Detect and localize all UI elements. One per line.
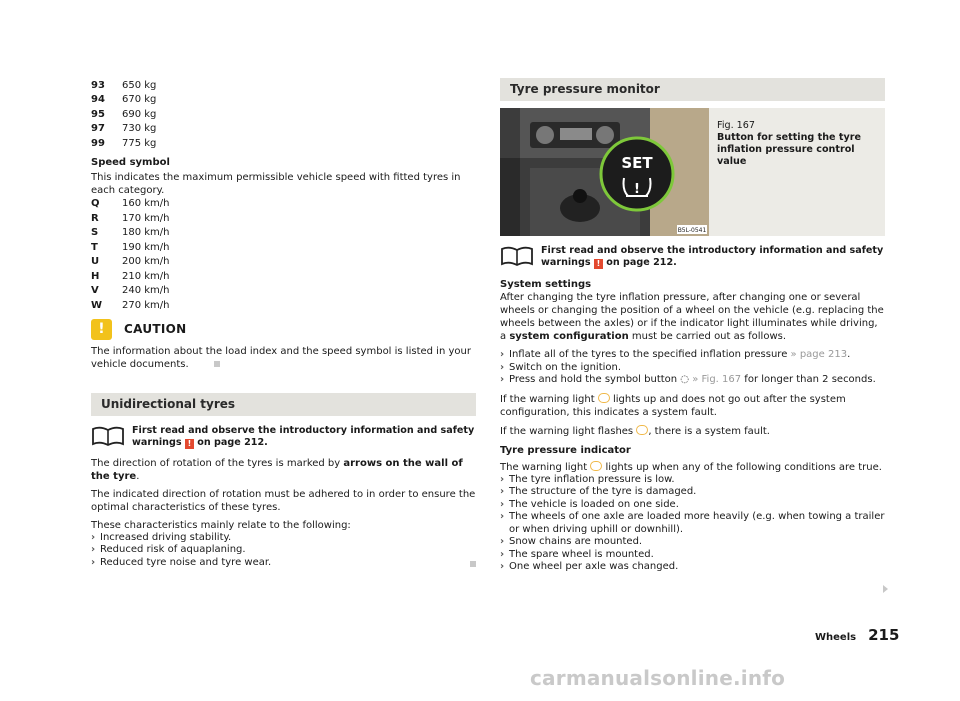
list-item: › Reduced tyre noise and tyre wear. bbox=[91, 557, 476, 570]
chevron-right-icon: › bbox=[500, 561, 505, 572]
chevron-right-icon: › bbox=[500, 548, 505, 560]
list-item: › Press and hold the symbol button ◌ » Fig. 167 for longer than 2 seconds. bbox=[500, 374, 876, 385]
table-row: 94 670 kg bbox=[91, 94, 157, 106]
page-footer bbox=[815, 626, 900, 644]
left-column bbox=[91, 78, 476, 569]
tyre-warning-light-icon bbox=[598, 393, 610, 403]
chevron-right-icon: › bbox=[500, 498, 505, 510]
system-settings-text: After changing the tyre inflation pressure, after changing one or several wheels or changing the position of a wheel on the vehicle (e.g. replacing the wheels between the axles) or if the indicator light illuminates while driving, a system configuration must be carried out as follows. bbox=[500, 292, 884, 342]
configuration-steps bbox=[500, 349, 885, 387]
chevron-right-icon: › bbox=[500, 349, 505, 360]
page-number: 215 bbox=[868, 626, 900, 644]
intro-note: First read and observe the introductory information and safety warnings ! on page 212. bbox=[91, 425, 476, 449]
table-row: 97 730 kg bbox=[91, 123, 157, 135]
list-item: › Inflate all of the tyres to the specified inflation pressure » page 213. bbox=[500, 349, 851, 360]
section-end-icon bbox=[470, 561, 476, 567]
set-button-label: SET bbox=[621, 154, 653, 172]
table-row: W 270 km/h bbox=[91, 299, 170, 311]
figure-167 bbox=[500, 108, 885, 236]
page-link[interactable]: » page 213 bbox=[790, 349, 848, 360]
open-book-icon bbox=[500, 245, 534, 267]
speed-symbol-heading: Speed symbol bbox=[91, 156, 170, 168]
right-column bbox=[500, 78, 885, 574]
figure-caption: Fig. 167 Button for setting the tyre inflation pressure control value bbox=[709, 108, 885, 236]
list-item: › The tyre inflation pressure is low. bbox=[500, 473, 675, 485]
list-item: › The wheels of one axle are loaded more heavily (e.g. when towing a trailer or when driving uphill or downhill). bbox=[500, 511, 885, 535]
section-end-icon bbox=[214, 361, 220, 367]
table-row: 95 690 kg bbox=[91, 108, 157, 120]
chevron-right-icon: › bbox=[500, 486, 505, 497]
characteristics-list bbox=[91, 532, 476, 570]
open-book-icon bbox=[91, 425, 125, 447]
table-row: U 200 km/h bbox=[91, 256, 170, 268]
list-item: › The structure of the tyre is damaged. bbox=[500, 486, 697, 497]
warning-icon: ! bbox=[185, 439, 194, 449]
console-photo bbox=[500, 108, 709, 236]
caution-text: The information about the load index and the speed symbol is listed in your vehicle documents. bbox=[91, 345, 471, 370]
list-item: › The spare wheel is mounted. bbox=[500, 548, 654, 560]
tyre-warning-light-icon bbox=[590, 461, 602, 471]
svg-text:!: ! bbox=[634, 182, 640, 197]
table-row: R 170 km/h bbox=[91, 212, 170, 224]
chevron-right-icon: › bbox=[91, 531, 96, 543]
speed-symbol-description: This indicates the maximum permissible vehicle speed with fitted tyres in each category. bbox=[91, 171, 461, 196]
list-item: › Switch on the ignition. bbox=[500, 361, 622, 373]
indicator-text: The warning light lights up when any of the following conditions are true. bbox=[500, 461, 882, 473]
section-title-unidirectional: Unidirectional tyres bbox=[91, 393, 476, 416]
list-item: › Snow chains are mounted. bbox=[500, 536, 643, 547]
table-row: H 210 km/h bbox=[91, 270, 170, 282]
conditions-list bbox=[500, 474, 885, 574]
fault-text-b: If the warning light flashes , there is a system fault. bbox=[500, 425, 770, 437]
continue-arrow-icon bbox=[883, 585, 888, 593]
list-item: › Increased driving stability. bbox=[91, 531, 232, 543]
speed-table bbox=[91, 197, 476, 313]
fault-text-a: If the warning light lights up and does not go out after the system configuration, this indicates a system fault. bbox=[500, 393, 846, 418]
rotation-text: The direction of rotation of the tyres is marked by arrows on the wall of the tyre. bbox=[91, 457, 463, 482]
tyre-warning-light-icon bbox=[636, 425, 648, 435]
figure-link[interactable]: » Fig. 167 bbox=[692, 374, 742, 385]
chevron-right-icon: › bbox=[91, 544, 96, 555]
table-row: V 240 km/h bbox=[91, 285, 170, 297]
table-row: 93 650 kg bbox=[91, 79, 157, 91]
caution-header: ! CAUTION bbox=[91, 319, 476, 341]
table-row: 99 775 kg bbox=[91, 137, 157, 149]
list-item: › Reduced risk of aquaplaning. bbox=[91, 544, 246, 555]
chevron-right-icon: › bbox=[91, 556, 96, 568]
table-row: S 180 km/h bbox=[91, 227, 170, 239]
warning-icon: ! bbox=[594, 259, 603, 269]
intro-note: First read and observe the introductory information and safety warnings ! on page 212. bbox=[500, 245, 885, 269]
figure-code: B5L-0541 bbox=[677, 227, 707, 234]
system-settings-heading: System settings bbox=[500, 279, 592, 290]
adhered-text: The indicated direction of rotation must be adhered to in order to ensure the optimal characteristics of these tyres. bbox=[91, 488, 476, 513]
list-item: › The vehicle is loaded on one side. bbox=[500, 498, 679, 510]
section-title-tyre-pressure: Tyre pressure monitor bbox=[500, 78, 885, 101]
console-illustration bbox=[500, 108, 709, 236]
tyre-pressure-indicator-heading: Tyre pressure indicator bbox=[500, 444, 631, 456]
caution-icon: ! bbox=[91, 319, 112, 340]
chevron-right-icon: › bbox=[500, 374, 505, 385]
chevron-right-icon: › bbox=[500, 473, 505, 485]
load-index-table bbox=[91, 78, 476, 151]
watermark: carmanualsonline.info bbox=[530, 666, 786, 690]
table-row: Q 160 km/h bbox=[91, 198, 170, 210]
relate-text: These characteristics mainly relate to the following: bbox=[91, 519, 351, 531]
chapter-label: Wheels bbox=[815, 632, 857, 643]
list-item: › One wheel per axle was changed. bbox=[500, 561, 679, 572]
chevron-right-icon: › bbox=[500, 511, 505, 522]
chevron-right-icon: › bbox=[500, 536, 505, 547]
chevron-right-icon: › bbox=[500, 361, 505, 373]
tyre-symbol-icon: ◌ bbox=[680, 374, 690, 385]
table-row: T 190 km/h bbox=[91, 241, 170, 253]
